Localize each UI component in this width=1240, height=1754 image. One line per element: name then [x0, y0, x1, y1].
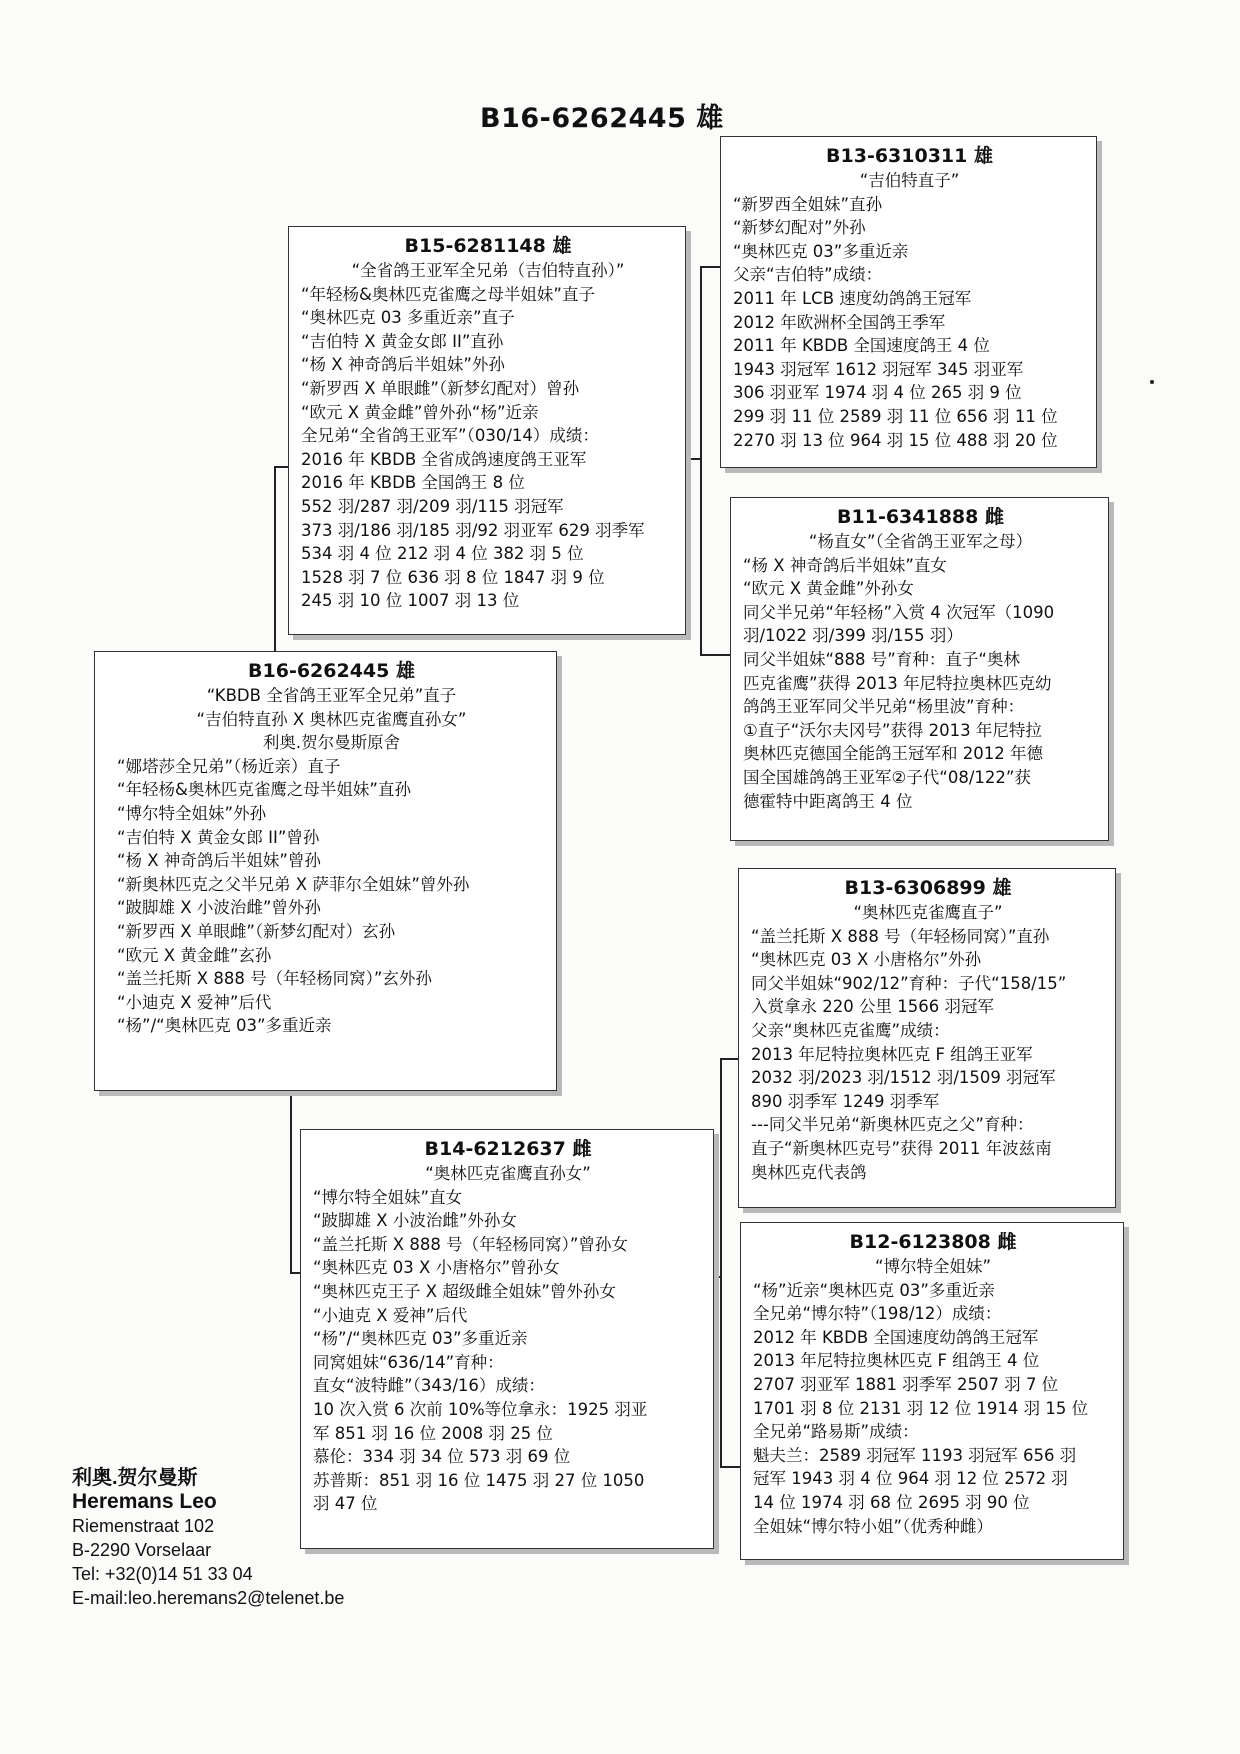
info-line: 同父半姐妹“902/12”育种：子代“158/15” — [751, 973, 1067, 993]
info-line: “盖兰托斯 X 888 号（年轻杨同窝）”曾孙女 — [313, 1234, 628, 1254]
info-line: 全姐妹“博尔特小姐”（优秀种雌） — [753, 1516, 993, 1536]
info-line: 匹克雀鹰”获得 2013 年尼特拉奥林匹克幼 — [743, 673, 1052, 693]
info-line: “奥林匹克 03 多重近亲”直子 — [301, 308, 515, 328]
info-line: “吉伯特 X 黄金女郎 II”直孙 — [301, 331, 504, 351]
pedigree-box-dam — [300, 1129, 714, 1549]
info-line: 魁夫兰：2589 羽冠军 1193 羽冠军 656 羽 — [753, 1445, 1077, 1465]
info-line: 德霍特中距离鸽王 4 位 — [743, 791, 913, 811]
subtitle-line: “吉伯特直子” — [859, 171, 960, 190]
connector-line — [290, 1090, 292, 1272]
info-line: 552 羽/287 羽/209 羽/115 羽冠军 — [301, 496, 564, 516]
info-line: 2270 羽 13 位 964 羽 15 位 488 羽 20 位 — [733, 430, 1058, 450]
connector-line — [714, 1276, 720, 1278]
pedigree-box-dam-dam — [740, 1222, 1124, 1560]
info-line: 慕伦：334 羽 34 位 573 羽 69 位 — [313, 1447, 571, 1467]
info-line: 同父半兄弟“年轻杨”入赏 4 次冠军（1090 — [743, 602, 1055, 622]
info-line: “欧元 X 黄金雌”曾外孙“杨”近亲 — [301, 402, 539, 422]
subtitle-line: “KBDB 全省鸽王亚军全兄弟”直子 — [206, 686, 457, 705]
info-line: “欧元 X 黄金雌”外孙女 — [743, 579, 914, 599]
info-line: “小迪克 X 爱神”后代 — [117, 992, 272, 1012]
info-line: 军 851 羽 16 位 2008 羽 25 位 — [313, 1423, 553, 1443]
info-line: 鸽鸽王亚军同父半兄弟“杨里波”育种： — [743, 697, 1025, 717]
owner-name-chinese: 利奥.贺尔曼斯 — [72, 1467, 198, 1489]
page-title: B16-6262445 雄 — [480, 103, 724, 134]
info-line: 534 羽 4 位 212 羽 4 位 382 羽 5 位 — [301, 544, 584, 564]
info-line: 299 羽 11 位 2589 羽 11 位 656 羽 11 位 — [733, 406, 1058, 426]
info-line: 2013 年尼特拉奥林匹克 F 组鸽王 4 位 — [753, 1351, 1040, 1371]
info-line: 2012 年 KBDB 全国速度幼鸽鸽王冠军 — [753, 1327, 1039, 1347]
info-line: 373 羽/186 羽/185 羽/92 羽亚军 629 羽季军 — [301, 520, 645, 540]
info-line: 全兄弟“全省鸽王亚军”（030/14）成绩： — [301, 426, 599, 446]
info-line: 国全国雄鸽鸽王亚军②子代“08/122”获 — [743, 767, 1031, 787]
info-line: “奥林匹克 03 X 小唐格尔”外孙 — [751, 950, 982, 970]
info-line: “盖兰托斯 X 888 号（年轻杨同窝）”玄外孙 — [117, 969, 432, 989]
connector-line — [700, 266, 702, 654]
info-line: “新奥林匹克之父半兄弟 X 萨菲尔全姐妹”曾外孙 — [117, 874, 470, 894]
info-line: “年轻杨&奥林匹克雀鹰之母半姐妹”直子 — [301, 284, 595, 304]
info-line: 14 位 1974 羽 68 位 2695 羽 90 位 — [753, 1492, 1030, 1512]
subtitle-line: 利奥.贺尔曼斯原舍 — [262, 733, 401, 753]
subtitle-line: “杨直女”（全省鸽王亚军之母） — [808, 532, 1033, 551]
info-line: “新罗西 X 单眼雌”（新梦幻配对）曾孙 — [301, 378, 580, 398]
info-line: 10 次入赏 6 次前 10%等位拿永：1925 羽亚 — [313, 1399, 648, 1419]
info-line: 2032 羽/2023 羽/1512 羽/1509 羽冠军 — [751, 1068, 1056, 1088]
info-line: 苏普斯：851 羽 16 位 1475 羽 27 位 1050 — [313, 1470, 645, 1490]
info-line: 奥林匹克德国全能鸽王冠军和 2012 年德 — [743, 744, 1043, 764]
info-line: “杨 X 神奇鸽后半姐妹”直女 — [743, 555, 947, 575]
address-street: Riemenstraat 102 — [72, 1516, 215, 1536]
info-line: “新罗西 X 单眼雌”（新梦幻配对）玄孙 — [117, 921, 396, 941]
connector-line — [700, 266, 722, 268]
info-line: “跛脚雄 X 小波治雌”曾外孙 — [117, 898, 321, 918]
info-line: 2012 年欧洲杯全国鸽王季军 — [733, 312, 946, 332]
subtitle-line: “博尔特全姐妹” — [874, 1257, 992, 1276]
info-line: “欧元 X 黄金雌”玄孙 — [117, 945, 272, 965]
info-line: 冠军 1943 羽 4 位 964 羽 12 位 2572 羽 — [753, 1469, 1068, 1489]
info-line: “新梦幻配对”外孙 — [733, 218, 866, 238]
subtitle-line: “全省鸽王亚军全兄弟（吉伯特直孙）” — [351, 261, 625, 280]
phone-number: Tel: +32(0)14 51 33 04 — [72, 1564, 253, 1584]
info-line: 直女“波特雌”（343/16）成绩： — [313, 1376, 545, 1396]
info-line: 2016 年 KBDB 全省成鸽速度鸽王亚军 — [301, 449, 587, 469]
scan-speck — [1150, 380, 1154, 384]
info-line: 1701 羽 8 位 2131 羽 12 位 1914 羽 15 位 — [753, 1398, 1089, 1418]
connector-line — [700, 654, 732, 656]
info-line: “跛脚雄 X 小波治雌”外孙女 — [313, 1211, 517, 1231]
info-line: “杨”近亲“奥林匹克 03”多重近亲 — [753, 1280, 995, 1300]
info-line: “杨 X 神奇鸽后半姐妹”曾孙 — [117, 851, 321, 871]
info-line: 入赏拿永 220 公里 1566 羽冠军 — [751, 997, 994, 1017]
info-line: 全兄弟“路易斯”成绩： — [753, 1422, 919, 1442]
ring-number: B11-6341888 雌 — [837, 506, 1004, 528]
connector-line — [274, 466, 276, 652]
info-line: “杨 X 神奇鸽后半姐妹”外孙 — [301, 355, 505, 375]
subtitle-line: “奥林匹克雀鹰直孙女” — [425, 1164, 591, 1183]
address-city: B-2290 Vorselaar — [72, 1540, 212, 1560]
ring-number: B13-6310311 雄 — [826, 145, 993, 167]
info-line: 同父半姐妹“888 号”育种：直子“奥林 — [743, 649, 1020, 669]
ring-number: B13-6306899 雄 — [844, 877, 1012, 899]
info-line: “博尔特全姐妹”外孙 — [117, 803, 267, 823]
info-line: 245 羽 10 位 1007 羽 13 位 — [301, 591, 520, 611]
ring-number: B14-6212637 雌 — [424, 1138, 592, 1160]
subtitle-line: “吉伯特直孙 X 奥林匹克雀鹰直孙女” — [196, 709, 467, 729]
info-line: 全兄弟“博尔特”（198/12）成绩： — [753, 1304, 1002, 1324]
info-line: 父亲“吉伯特”成绩： — [733, 265, 883, 285]
info-line: “奥林匹克 03 X 小唐格尔”曾孙女 — [313, 1258, 560, 1278]
info-line: 1943 羽冠军 1612 羽冠军 345 羽亚军 — [733, 359, 1024, 379]
info-line: 羽/1022 羽/399 羽/155 羽） — [743, 626, 963, 646]
connector-line — [720, 1058, 722, 1466]
info-line: “年轻杨&奥林匹克雀鹰之母半姐妹”直孙 — [117, 780, 411, 800]
info-line: “博尔特全姐妹”直女 — [313, 1187, 463, 1207]
info-line: 2707 羽亚军 1881 羽季军 2507 羽 7 位 — [753, 1374, 1059, 1394]
info-line: “奥林匹克 03”多重近亲 — [733, 241, 909, 261]
pedigree-box-sire — [288, 226, 686, 635]
info-line: 2013 年尼特拉奥林匹克 F 组鸽王亚军 — [751, 1044, 1033, 1064]
info-line: “新罗西全姐妹”直孙 — [733, 194, 883, 214]
connector-line — [720, 1058, 740, 1060]
pedigree-box-dam-sire — [738, 868, 1116, 1208]
connector-line — [686, 458, 700, 460]
ring-number: B15-6281148 雄 — [404, 235, 572, 257]
info-line: 奥林匹克代表鸽 — [751, 1162, 867, 1182]
info-line: 890 羽季军 1249 羽季军 — [751, 1091, 940, 1111]
info-line: 羽 47 位 — [313, 1494, 378, 1514]
owner-name: Heremans Leo — [72, 1490, 217, 1513]
pedigree-box-sire-sire — [720, 136, 1097, 468]
info-line: 2016 年 KBDB 全国鸽王 8 位 — [301, 473, 525, 493]
contact-block — [72, 1466, 344, 1610]
info-line: “娜塔莎全兄弟”（杨近亲）直子 — [117, 756, 341, 776]
info-line: 2011 年 LCB 速度幼鸽鸽王冠军 — [733, 288, 972, 308]
info-line: “奥林匹克王子 X 超级雌全姐妹”曾外孙女 — [313, 1281, 616, 1301]
info-line: 同窝姐妹“636/14”育种： — [313, 1352, 504, 1372]
info-line: 父亲“奥林匹克雀鹰”成绩： — [751, 1020, 950, 1040]
info-line: “吉伯特 X 黄金女郎 II”曾孙 — [117, 827, 320, 847]
info-line: “杨”/“奥林匹克 03”多重近亲 — [313, 1329, 528, 1349]
subtitle-line: “奥林匹克雀鹰直子” — [853, 903, 1003, 922]
info-line: 1528 羽 7 位 636 羽 8 位 1847 羽 9 位 — [301, 567, 605, 587]
email-link[interactable]: E-mail:leo.heremans2@telenet.be — [72, 1588, 345, 1608]
info-line: “盖兰托斯 X 888 号（年轻杨同窝）”直孙 — [751, 926, 1050, 946]
info-line: “杨”/“奥林匹克 03”多重近亲 — [117, 1016, 332, 1036]
connector-line — [720, 1466, 742, 1468]
pedigree-box-sire-dam — [730, 497, 1109, 841]
ring-number: B16-6262445 雄 — [248, 660, 415, 682]
info-line: “小迪克 X 爱神”后代 — [313, 1305, 468, 1325]
info-line: ---同父半兄弟“新奥林匹克之父”育种： — [751, 1115, 1034, 1135]
ring-number: B12-6123808 雌 — [849, 1231, 1017, 1253]
info-line: ①直子“沃尔夫冈号”获得 2013 年尼特拉 — [743, 720, 1042, 740]
info-line: 2011 年 KBDB 全国速度鸽王 4 位 — [733, 336, 990, 356]
info-line: 直子“新奥林匹克号”获得 2011 年波兹南 — [751, 1138, 1052, 1158]
pedigree-box-main — [94, 651, 557, 1091]
info-line: 306 羽亚军 1974 羽 4 位 265 羽 9 位 — [733, 383, 1022, 403]
